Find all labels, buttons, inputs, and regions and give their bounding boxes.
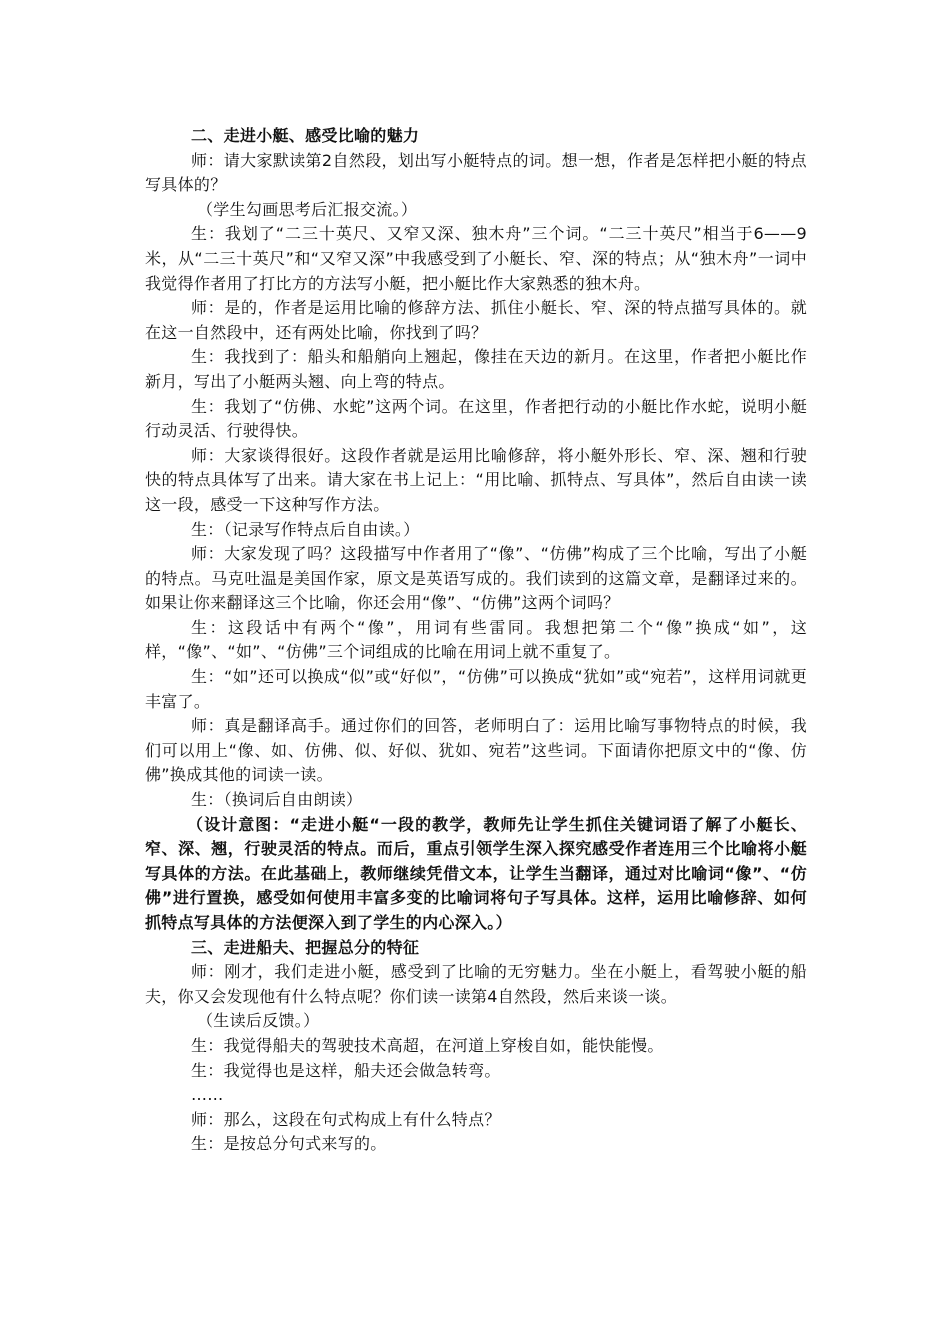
paragraph-student-8: 生：我觉得船夫的驾驶技术高超，在河道上穿梭自如，能快能慢。 (191, 1035, 664, 1055)
paragraph-student-3: 生：我划了“仿佛、水蛇”这两个词。在这里，作者把行动的小艇比作水蛇，说明小艇行动灵活、行驶得快。 (145, 396, 807, 441)
paragraph-note-1: （学生勾画思考后汇报交流。） (197, 199, 418, 219)
document-body (145, 124, 807, 1157)
paragraph-student-2: 生：我找到了：船头和船艄向上翘起，像挂在天边的新月。在这里，作者把小艇比作新月，写出了小艇两头翘、向上弯的特点。 (145, 347, 807, 391)
paragraph-note-2: （生读后反馈。） (197, 1011, 320, 1031)
paragraph-teacher-1: 师：请大家默读第2自然段，划出写小艇特点的词。想一想，作者是怎样把小艇的特点写具体的？ (145, 150, 807, 195)
section-heading-two: 二、走进小艇、感受比喻的魅力 (191, 126, 420, 145)
paragraph-student-7: 生：（换词后自由朗读） (191, 790, 363, 810)
paragraph-student-4: 生：（记录写作特点后自由读。） (191, 519, 420, 539)
paragraph-teacher-2: 师：是的，作者是运用比喻的修辞方法、抓住小艇长、窄、深的特点描写具体的。就在这一自然段中，还有两处比喻，你找到了吗？ (145, 298, 807, 342)
paragraph-student-10: 生：是按总分句式来写的。 (191, 1134, 387, 1154)
paragraph-student-6: 生：“如”还可以换成“似”或“好似”，“仿佛”可以换成“犹如”或“宛若”，这样用词就更丰富了。 (145, 667, 807, 711)
paragraph-teacher-6: 师：刚才，我们走进小艇，感受到了比喻的无穷魅力。坐在小艇上，看驾驶小艇的船夫，你又会发现他有什么特点呢？你们读一读第4自然段，然后来谈一谈。 (145, 962, 807, 1006)
design-intent-note: （设计意图：“走进小艇“一段的教学，教师先让学生抓住关键词语了解了小艇长、窄、深、翘，行驶灵活的特点。而后，重点引领学生深入探究感受作者连用三个比喻将小艇写具体的方法。在此基础上，教师继续凭借文本，让学生当翻译，通过对比喻词“像”、“仿佛”进行置换，感受如何使用丰富多变的比喻词将句子写具体。这样，运用比喻修辞、如何抓特点写具体的方法便深入到了学生的内心深入。） (145, 814, 807, 932)
paragraph-ellipsis: …… (191, 1085, 224, 1105)
paragraph-student-1: 生：我划了“二三十英尺、又窄又深、独木舟”三个词。“二三十英尺”相当于6——9米，从“二三十英尺”和“又窄又深”中我感受到了小艇长、窄、深的特点；从“独木舟”一词中我觉得作者用了打比方的方法写小艇，把小艇比作大家熟悉的独木舟。 (145, 224, 807, 293)
paragraph-teacher-3: 师：大家谈得很好。这段作者就是运用比喻修辞，将小艇外形长、窄、深、翘和行驶快的特点具体写了出来。请大家在书上记上：“用比喻、抓特点、写具体”，然后自由读一读这一段，感受一下这种写作方法。 (145, 445, 807, 514)
paragraph-teacher-5: 师：真是翻译高手。通过你们的回答，老师明白了：运用比喻写事物特点的时候，我们可以用上“像、如、仿佛、似、好似、犹如、宛若”这些词。下面请你把原文中的“像、仿佛”换成其他的词读一读。 (145, 716, 807, 785)
section-heading-three: 三、走进船夫、把握总分的特征 (191, 937, 420, 957)
paragraph-teacher-7: 师：那么，这段在句式构成上有什么特点？ (191, 1109, 501, 1129)
paragraph-student-9: 生：我觉得也是这样，船夫还会做急转弯。 (191, 1060, 501, 1080)
paragraph-teacher-4: 师：大家发现了吗？这段描写中作者用了“像”、“仿佛”构成了三个比喻，写出了小艇的特点。马克吐温是美国作家，原文是英语写成的。我们读到的这篇文章，是翻译过来的。如果让你来翻译这三个比喻，你还会用“像”、“仿佛”这两个词吗？ (145, 544, 807, 613)
paragraph-student-5: 生：这段话中有两个“像”，用词有些雷同。我想把第二个“像”换成“如”，这样，“像”、“如”、“仿佛”三个词组成的比喻在用词上就不重复了。 (145, 617, 807, 662)
